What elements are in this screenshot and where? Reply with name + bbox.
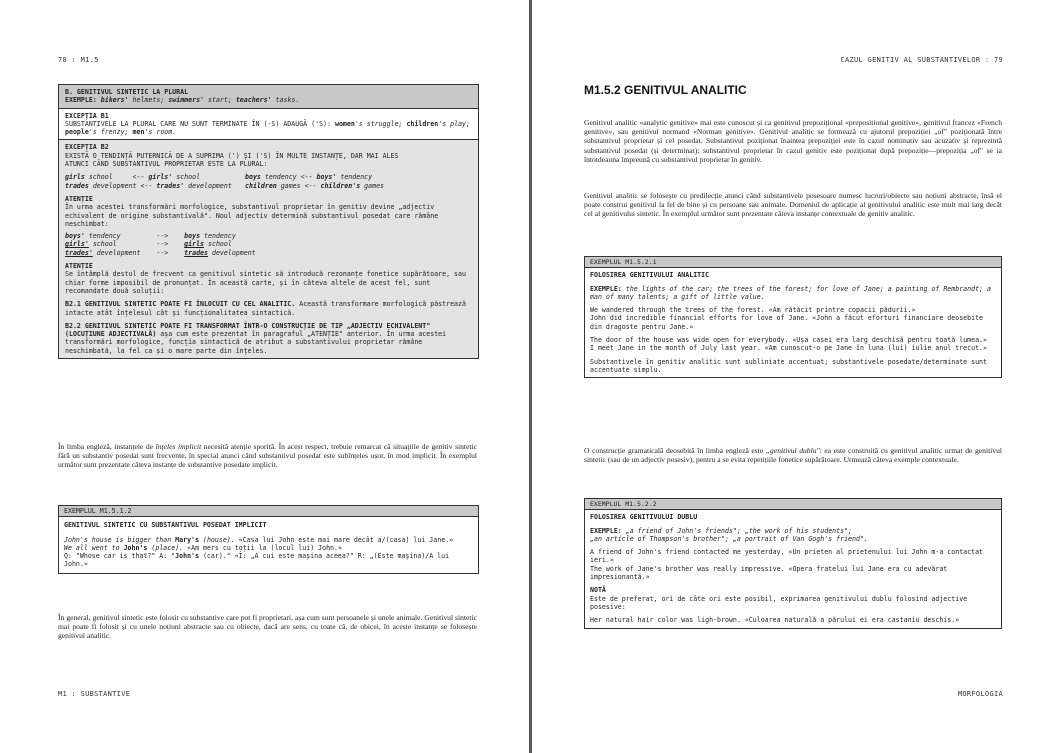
example-title: EXEMPLUL M1.5.1.2 [59,506,478,517]
box-title-section [59,85,478,108]
section-heading: M1.5.2 GENITIVUL ANALITIC [584,83,747,97]
exception-b2-section [59,139,478,358]
left-page-header: 78 : M1.5 [58,56,99,64]
analytic-genitive-paragraph-1: Genitivul analitic «analytic genitive» mai este cunoscut și ca genitivul prepozițional «prepositional genitive», genitivul francez «French genitive», sau genitivul normand «Norman genitive». Genitivul analitic se formează cu ajutorul prepoziției „of" poziționată între substantivul proprietar și cel posedat. Substantivul poziționat înaintea prepoziției este în cazul nominativ sau acuzativ și reprezintă substantivul posedat (și determinat); substantivul proprietar în cazul genitiv este poziționat după prepoziție—prepoziția „of" se ia întotdeauna împreună cu substantivul proprietar în genitiv. [584,118,1002,164]
attention-row-3: trades' development --> trades development [65,248,256,257]
general-usage-paragraph: În general, genitivul sintetic este folosit cu substantive care pot fi proprietari, așa cum sunt persoanele și unele animale. Genitivul sintetic mai poate fi folosit și cu unele noțiuni abstracte sau cu obiecte, dacă are sens, cu toate că, de obicei, în aceste instanțe se folosește genitivul analitic. [58,613,477,641]
example-line-1: John's house is bigger than Mary's (house). «Casa lui John este mai mare decât a/(casa) lui Jane.» [64,535,454,544]
note-title: NOTĂ [590,586,606,595]
attention-row-1: boys' tendency --> boys tendency [65,232,236,241]
example-subtitle: FOLOSIREA GENITIVULUI DUBLU [590,513,698,522]
example-sentence-1: A friend of John's friend contacted me yesterday. «Un prieten al prietenului lui John m-a contactat ieri.» [590,548,984,565]
note-text: Este de preferat, ori de câte ori este posibil, exprimarea genitivului dublu folosind adjective posesive: [590,594,968,611]
example-list: EXEMPLE: the lights of the car; the trees of the forest; for love of Jane; a painting of Rembrandt; a man of many talents; a gift of little value. [590,284,991,301]
attention-text-2: Se întâmplă destul de frecvent ca genitivul sintetic să introducă rezonanțe fonetice supărătoare, sau chiar forme imposibil de pronunțat. În această carte, și în câteva altele de acest fel, sunt recomandate două soluții: [65,270,466,295]
example-list-2: „an article of Thompson's brother"; „a portrait of Van Gogh's friend". [590,534,868,543]
double-genitive-paragraph: O construcție gramaticală deosebită în limba engleză este „genitivul dublu": ea este construită cu genitivul analitic urmat de genitivul sintetic (sau de un adjectiv posesiv), pentru a se evita repetițiile fonetice supărătoare. Urmează câteva exemple contextuale. [584,446,1002,465]
example-title: EXEMPLUL M1.5.2.1 [585,257,1001,268]
left-page-footer: M1 : SUBSTANTIVE [58,690,131,698]
example-sentence-3: The door of the house was wide open for everybody. «Ușa casei era larg deschisă pentru toată lumea.» [590,336,987,345]
analytic-genitive-paragraph-2: Genitivul analitic se folosește cu predilecție atunci când substantivele posesoare numesc lucruri/obiecte sau noțiuni abstracte, însă el poate construi genitivul la fel de bine și cu persoane sau animale. Domeniul de aplicație al genitivului analitic este mult mai larg decât cel al genitivului sintetic. În exemplul următor sunt prezentate câteva instanțe contextuale de genitiv analitic. [584,191,1002,219]
example-sentence-1: We wandered through the trees of the forest. «Am rătăcit printre copacii pădurii.» [590,306,916,315]
attention-text-1: În urma acestei transformări morfologice, substantivul proprietar în genitiv devine „adjectiv echivalent de origine substantivală". Noul adjectiv determină substantivul posedat care rămâne neschimbat: [65,203,439,228]
box-title: B. GENITIVUL SINTETIC LA PLURAL [65,88,189,96]
example-m1-5-1-2-box [58,505,479,574]
example-sentence-4: I meet Jane in the month of July last year. «Am cunoscut-o pe Jane în luna (lui) iulie anul trecut.» [590,344,987,353]
genitive-plural-box [58,84,479,359]
example-line-2: We all went to John's (place). «Am mers cu toții la (locul lui) John.» [64,543,342,552]
attention-row-2: girls' school --> girls school [65,240,232,249]
attention-title-2: ATENȚIE [65,262,93,271]
right-page [532,0,1061,753]
example-title: EXEMPLUL M1.5.2.2 [585,499,1001,510]
b22-paragraph: B2.2 GENITIVUL SINTETIC POATE FI TRANSFORMAT ÎNTR-O CONSTRUCȚIE DE TIP „ADJECTIV ECHIVALENT" (LOCUȚIUNE ADJECTIVALĂ) așa cum este prezentat în paragraful „ATENȚIE" anterior. În urma acestei transformări morfologice, funcția sintactică de atribut a substantivului proprietar rămâne neschimbată, la fel ca și o mare parte din înțeles. [65,321,447,355]
transform-row-1: girls school <-- girls' school boys tendency <-- boys' tendency [65,173,373,182]
left-page [0,0,529,753]
example-sentence-3: Her natural hair color was ligh-brown. «Culoarea naturală a părului ei era castaniu deschis.» [590,616,960,625]
exception-b2-line1: EXISTĂ O TENDINȚĂ PUTERNICĂ DE A SUPRIMA (') ȘI ('S) ÎN MULTE INSTANȚE, DAR MAI ALES [65,151,399,160]
right-page-header: CAZUL GENITIV AL SUBSTANTIVELOR : 79 [840,56,1003,64]
example-note: Substantivele în genitiv analitic sunt subliniate accentuat; substantivele posedate/determinate sunt accentuate simplu. [590,357,987,374]
example-line-3: Q: "Whose car is that?" A: "John's (car)." «Î: „A cui este mașina aceea?" R: „(Este mașina)/A lui John.» [64,552,450,569]
example-sentence-2: John did incredible financial efforts for love of Jane. «John a făcut eforturi financiare deosebite din dragoste pentru Jane.» [590,314,984,331]
attention-title-1: ATENȚIE [65,194,93,203]
b21-paragraph: B2.1 GENITIVUL SINTETIC POATE FI ÎNLOCUIT CU CEL ANALITIC. Această transformare morfologică păstrează intacte atât înțelesul cât și funcționalitatea sintactică. [65,300,466,317]
example-m1-5-2-2-box [584,498,1002,629]
right-page-footer: MORFOLOGIA [957,690,1003,698]
box-examples-line: EXEMPLE: bikers' helmets; swimmers' start; teachers' tasks. [65,96,300,105]
example-m1-5-2-1-box [584,256,1002,378]
exception-b1-title: EXCEPȚIA B1 [65,111,109,120]
example-sentence-2: The work of Jane's brother was really impressive. «Opera fratelui lui Jane era cu adevărat impresionantă.» [590,564,948,582]
implicit-meaning-paragraph: În limba engleză, instanțele de înțeles implicit necesită atenție sporită. În acest respect, trebuie remarcat că situațiile de genitiv sintetic fără un substantiv posedat sunt frecvente, în special atunci când substantivul posedat este subînțeles ușor, în mod implicit. În exemplul următor sunt prezentate câteva instanțe de substantive posedate implicit. [58,442,478,470]
example-list-1: EXEMPLE: „a friend of John's friends"; „the work of his students"; [590,526,853,535]
transform-row-2: trades development <-- trades' development children games <-- children's games [65,181,385,190]
exception-b1-section [59,108,478,140]
exception-b2-line2: ATUNCI CÂND SUBSTANTIVUL PROPRIETAR ESTE LA PLURAL: [65,160,268,169]
example-subtitle: GENITIVUL SINTETIC CU SUBSTANTIVUL POSEDAT IMPLICIT [64,521,267,530]
exception-b1-text: SUBSTANTIVELE LA PLURAL CARE NU SUNT TERMINATE ÎN (-S) ADAUGĂ ('S): women's struggle; children's play; people's frenzy; men's room. [65,119,470,137]
example-subtitle: FOLOSIREA GENITIVULUI ANALITIC [590,271,710,280]
exception-b2-title: EXCEPȚIA B2 [65,143,109,152]
